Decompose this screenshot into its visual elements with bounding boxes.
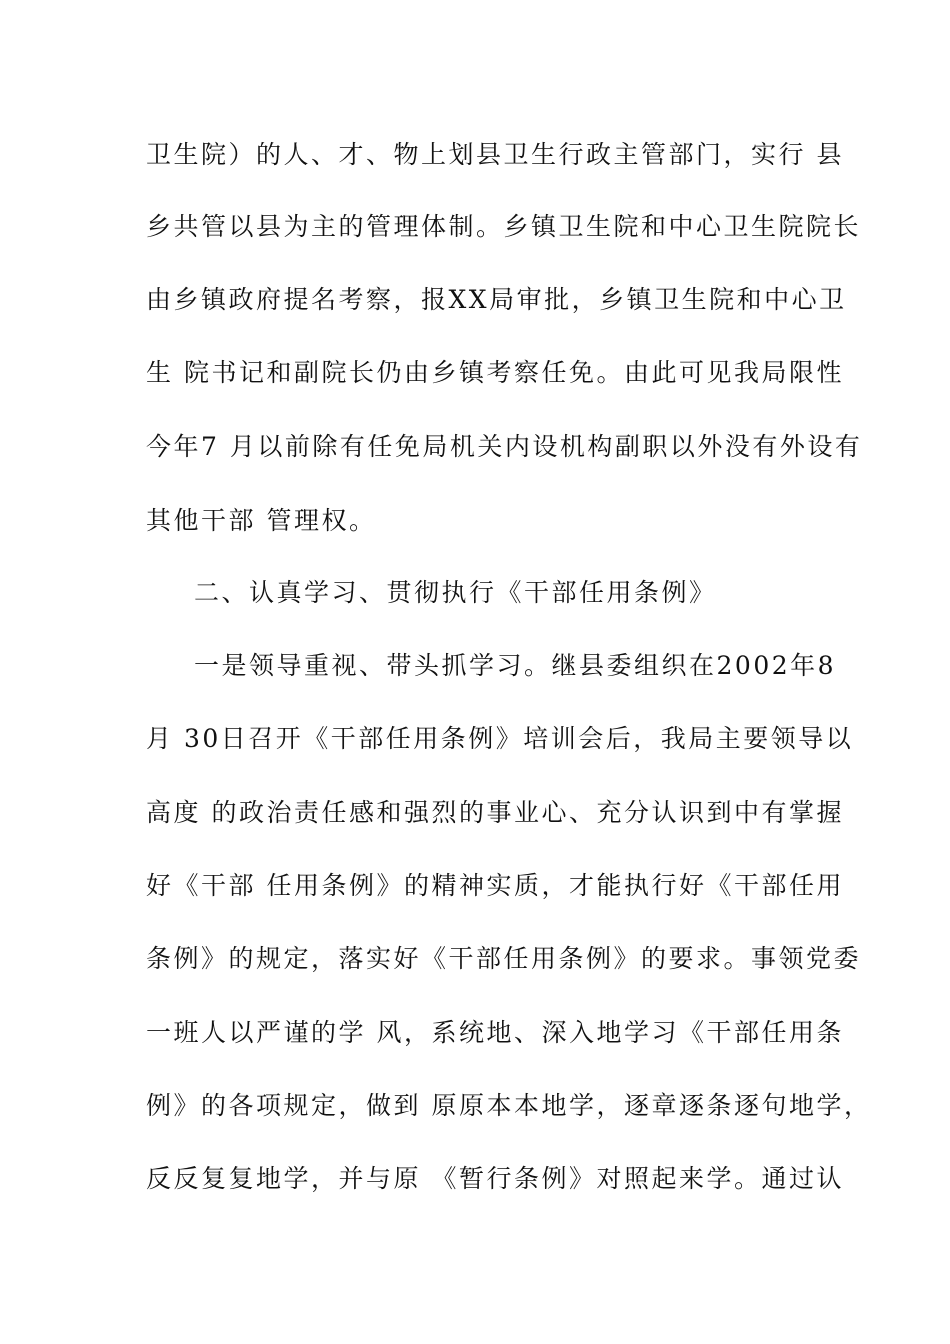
section-heading: 二、认真学习、贯彻执行《干部任用条例》 [194,578,717,607]
text-line: 条例》的规定，落实好《干部任用条例》的要求。事领党委 [146,944,862,973]
paragraph-first-line: 一是领导重视、带头抓学习。继县委组织在2002年8 [194,651,837,680]
text-line: 例》的各项规定，做到 原原本本地学，逐章逐条逐句地学， [146,1091,872,1120]
text-line: 一班人以严谨的学 风，系统地、深入地学习《干部任用条 [146,1018,844,1047]
text-line: 月 30日召开《干部任用条例》培训会后，我局主要领导以 [146,724,854,753]
text-line: 今年7 月以前除有任免局机关内设机构副职以外没有外设有 [146,432,863,461]
text-line: 反反复复地学，并与原 《暂行条例》对照起来学。通过认 [146,1164,844,1193]
text-line: 高度 的政治责任感和强烈的事业心、充分认识到中有掌握 [146,798,844,827]
text-line: 其他干部 管理权。 [146,506,377,535]
text-line: 由乡镇政府提名考察，报XX局审批，乡镇卫生院和中心卫 [146,285,847,314]
text-line: 乡共管以县为主的管理体制。乡镇卫生院和中心卫生院院长 [146,212,862,241]
text-line: 好《干部 任用条例》的精神实质，才能执行好《干部任用 [146,871,844,900]
text-line: 卫生院）的人、才、物上划县卫生行政主管部门，实行 县 [146,140,844,169]
text-line: 生 院书记和副院长仍由乡镇考察任免。由此可见我局限性 [146,358,844,387]
